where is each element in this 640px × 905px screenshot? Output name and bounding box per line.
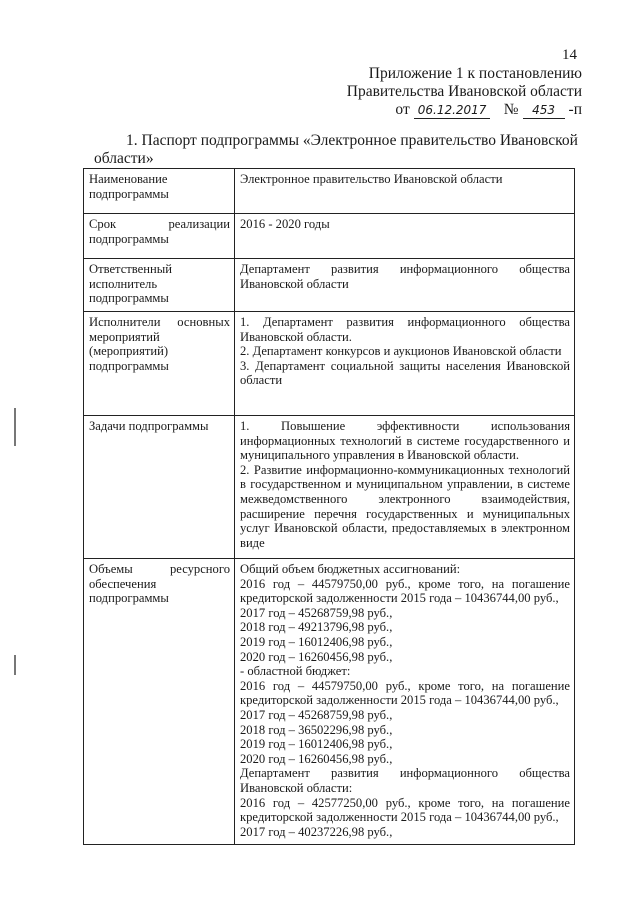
funding-line: 2016 год – 44579750,00 руб., кроме того, на погашение кредиторской задолженности 2015 года – 10436744,00 руб., xyxy=(240,576,570,606)
label-cell: Задачи подпрограммы xyxy=(84,416,235,559)
handwritten-date: 06.12.2017 xyxy=(414,103,490,119)
section-title-continued: области» xyxy=(94,150,154,167)
funding-line: 2018 год – 49213796,98 руб., xyxy=(240,620,393,635)
value-cell: 2016 - 2020 годы xyxy=(235,214,575,259)
value-cell: Электронное правительство Ивановской области xyxy=(235,169,575,214)
funding-heading: Общий объем бюджетных ассигнований: xyxy=(240,562,461,576)
section-title: 1. Паспорт подпрограммы «Электронное правительство Ивановской xyxy=(126,132,578,149)
appendix-date-line xyxy=(322,101,582,119)
value-cell xyxy=(235,559,575,845)
table-row xyxy=(84,259,575,312)
appendix-line-2: Правительства Ивановской области xyxy=(346,83,582,100)
label-cell: Наименование подпрограммы xyxy=(84,169,235,214)
funding-line: 2018 год – 36502296,98 руб., xyxy=(240,722,393,737)
handwritten-number: 453 xyxy=(523,103,565,119)
number-suffix: -п xyxy=(568,101,582,118)
list-item: 1. Повышение эффективности использования информационных технологий в системе государственного и муниципального управления в Ивановской области. xyxy=(240,419,570,463)
value-cell xyxy=(235,416,575,559)
value-cell: Департамент развития информационного общества Ивановской области xyxy=(235,259,575,312)
label-word: реализации xyxy=(168,217,230,231)
passport-table xyxy=(83,168,575,845)
label-cell xyxy=(84,214,235,259)
appendix-header xyxy=(322,65,582,119)
funding-line: 2019 год – 16012406,98 руб., xyxy=(240,634,393,649)
funding-line: 2017 год – 45268759,98 руб., xyxy=(240,605,393,620)
funding-line: 2019 год – 16012406,98 руб., xyxy=(240,737,393,752)
table-row xyxy=(84,312,575,416)
label-word: Срок xyxy=(89,217,117,231)
funding-line: 2020 год – 16260456,98 руб., xyxy=(240,649,393,664)
list-item: 3. Департамент социальной защиты населения Ивановской области xyxy=(240,358,570,388)
page-number: 14 xyxy=(562,47,577,63)
list-item: 2. Развитие информационно-коммуникационных технологий в государственном и муниципальном управлении, в системе межведомственного электронного взаимодействия, расширение перечня государственных и муниципальных услуг Ивановской области, предоставляемых в электронном виде xyxy=(240,462,570,550)
label-cell: Ответственный исполнитель подпрограммы xyxy=(84,259,235,312)
funding-line: 2016 год – 42577250,00 руб., кроме того, на погашение кредиторской задолженности 2015 года – 10436744,00 руб., xyxy=(240,795,570,825)
funding-line: 2017 год – 45268759,98 руб., xyxy=(240,707,393,722)
label-cell: Объемы ресурсного обеспечения подпрограммы xyxy=(84,559,235,845)
label-cell: Исполнители основных мероприятий (мероприятий) подпрограммы xyxy=(84,312,235,416)
funding-heading: Департамент развития информационного общества Ивановской области: xyxy=(240,766,570,795)
funding-heading: - областной бюджет: xyxy=(240,664,351,679)
scan-margin-mark xyxy=(14,408,16,446)
scan-margin-mark xyxy=(14,655,16,675)
appendix-line-1: Приложение 1 к постановлению xyxy=(368,65,582,82)
funding-line: 2017 год – 40237226,98 руб., xyxy=(240,824,393,839)
funding-line: 2016 год – 44579750,00 руб., кроме того, на погашение кредиторской задолженности 2015 года – 10436744,00 руб., xyxy=(240,678,570,708)
table-row xyxy=(84,416,575,559)
list-item: 1. Департамент развития информационного общества Ивановской области. xyxy=(240,315,570,344)
label-word: подпрограммы xyxy=(89,231,169,246)
table-row xyxy=(84,559,575,845)
table-row xyxy=(84,214,575,259)
number-sign: № xyxy=(503,101,519,118)
funding-line: 2020 год – 16260456,98 руб., xyxy=(240,751,393,766)
value-cell xyxy=(235,312,575,416)
table-row xyxy=(84,169,575,214)
date-prefix: от xyxy=(395,101,410,118)
list-item: 2. Департамент конкурсов и аукционов Ивановской области xyxy=(240,344,562,359)
